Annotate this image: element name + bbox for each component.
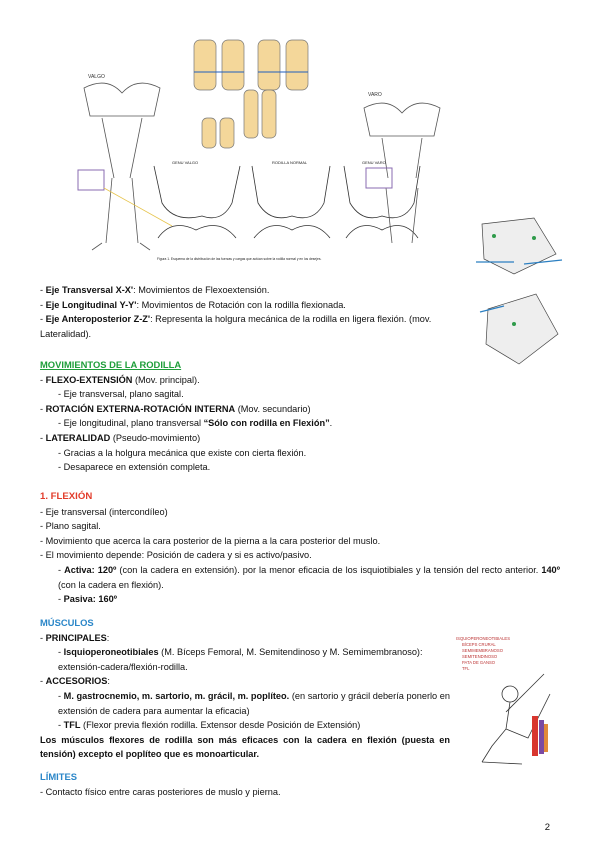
subitem-bold: M. gastrocnemio, m. sartorio, m. grácil, m. poplíteo. xyxy=(63,690,290,701)
axis-label: Eje Transversal X-X' xyxy=(45,285,134,295)
axis-desc: : Movimientos de Flexoextensión. xyxy=(133,285,270,295)
list-subitem: - Isquioperoneotibiales (M. Bíceps Femoral, M. Semitendinoso y M. Semimembranoso): extensión-cadera/flexión-rodilla. xyxy=(58,647,423,672)
activa-tail: (con la cadera en flexión). xyxy=(58,579,164,590)
list-item: - El movimiento depende: Posición de cadera y si es activo/pasivo. xyxy=(40,550,312,561)
axis-y-line: - Eje Longitudinal Y-Y': Movimientos de Rotación con la rodilla flexionada. xyxy=(40,299,346,310)
subitem-bold: Isquioperoneotibiales xyxy=(63,647,159,658)
subitem-text: (M. Bíceps Femoral, M. Semitendinoso y M. Semimembranoso): extensión-cadera/flexión-rodilla. xyxy=(58,647,423,672)
list-subitem: - TFL (Flexor previa flexión rodilla. Extensor desde Posición de Extensión) xyxy=(58,720,361,731)
legend-item: SEMIMEMBRANOSO xyxy=(462,648,503,653)
subitem-text: Gracias a la holgura mecánica que existe con cierta flexión. xyxy=(63,447,307,458)
legend-item: TFL xyxy=(462,666,470,671)
item-text: Eje transversal (intercondíleo) xyxy=(45,506,168,517)
subitem-bold: TFL xyxy=(63,720,81,731)
axis-z-line: - Eje Anteroposterior Z-Z': Representa la holgura mecánica de la rodilla en ligera flexión. (mov. Lateralidad). xyxy=(40,314,432,339)
highlighted-hamstrings xyxy=(532,716,548,756)
list-item: - Plano sagital. xyxy=(40,521,101,532)
list-subitem: - M. gastrocnemio, m. sartorio, m. grácil, m. poplíteo. (en sartorio y grácil debería ponerlo en extensión de cadera para aumentar la eficacia) xyxy=(58,690,450,716)
pasiva-label: Pasiva: 160º xyxy=(63,594,118,605)
rodilla-normal-label: RODILLA NORMAL xyxy=(272,160,308,165)
figure-caption: Figura 1. Esquema de la distribución de las fuerzas y cargas que actúan sobre la rodilla normal y en los desejes. xyxy=(157,257,322,261)
knee-comparison-diagrams xyxy=(154,166,420,238)
subitem-text: Desaparece en extensión completa. xyxy=(63,462,211,473)
list-item: - FLEXO-EXTENSIÓN (Mov. principal). xyxy=(40,374,200,385)
list-item: - ROTACIÓN EXTERNA-ROTACIÓN INTERNA (Mov. secundario) xyxy=(40,403,311,414)
valgo-label: VALGO xyxy=(88,74,105,80)
axis-desc: : Movimientos de Rotación con la rodilla flexionada. xyxy=(136,299,346,310)
list-subitem: - Eje longitudinal, plano transversal “Sólo con rodilla en Flexión”. xyxy=(58,418,333,429)
item-text: Movimiento que acerca la cara posterior de la pierna a la cara posterior del muslo. xyxy=(45,535,381,546)
activa-label: Activa: 120º xyxy=(64,564,117,575)
varo-skeleton-illustration xyxy=(364,103,440,243)
section-title: MOVIMIENTOS DE LA RODILLA xyxy=(40,359,182,370)
list-item: - ACCESORIOS: xyxy=(40,676,110,687)
item-note: (Pseudo-movimiento) xyxy=(110,432,201,443)
musculos-summary: Los músculos flexores de rodilla son más eficaces con la cadera en flexión (puesta en tensión) excepto el poplíteo que es monoarticular. xyxy=(40,734,450,760)
subitem-text: . xyxy=(329,418,333,429)
axis-label: Eje Anteroposterior Z-Z' xyxy=(45,314,151,325)
flexor-muscles-figure xyxy=(452,634,564,770)
muscle-legend xyxy=(456,636,510,671)
list-subitem: - Gracias a la holgura mecánica que existe con cierta flexión. xyxy=(58,447,307,458)
section-title: LÍMITES xyxy=(40,771,77,782)
limites-section xyxy=(40,770,460,799)
list-item: - Movimiento que acerca la cara posterior de la pierna a la cara posterior del muslo. xyxy=(40,535,381,546)
page-number: 2 xyxy=(544,822,550,833)
legend-item: SEMITENDINOSO xyxy=(462,654,498,659)
flexion-section xyxy=(40,490,560,607)
item-text: Plano sagital. xyxy=(45,521,101,532)
item-label: LATERALIDAD xyxy=(45,432,111,443)
item-text: Contacto físico entre caras posteriores de muslo y pierna. xyxy=(45,786,281,797)
valgo-skeleton-illustration xyxy=(78,83,172,250)
list-item: - PRINCIPALES: xyxy=(40,632,110,643)
list-item: - LATERALIDAD (Pseudo-movimiento) xyxy=(40,432,201,443)
axis-x-line: - Eje Transversal X-X': Movimientos de Flexoextensión. xyxy=(40,285,270,295)
item-note: (Mov. principal). xyxy=(132,374,200,385)
list-subitem: - Eje transversal, plano sagital. xyxy=(58,389,184,400)
item-label: ROTACIÓN EXTERNA-ROTACIÓN INTERNA xyxy=(45,403,236,414)
legend-item: PATA DE GANSO xyxy=(462,660,496,665)
axis-desc: : Representa la holgura mecánica de la rodilla en ligera flexión. (mov. Lateralidad). xyxy=(40,314,432,339)
subitem-bold: “Sólo con rodilla en Flexión” xyxy=(203,418,330,429)
item-label: FLEXO-EXTENSIÓN xyxy=(45,374,133,385)
list-subitem: - Desaparece en extensión completa. xyxy=(58,462,211,473)
item-label: PRINCIPALES xyxy=(45,632,107,643)
movimientos-section xyxy=(40,358,460,475)
subitem-text: Eje transversal, plano sagital. xyxy=(63,389,184,400)
genu-valgo-label: GENU VALGO xyxy=(172,160,199,165)
activa-text: (con la cadera en extensión). por la menor eficacia de los isquiotibiales y la tensión del recto anterior. xyxy=(116,564,542,575)
legend-item: BÍCEPS CRURAL xyxy=(462,642,496,647)
section-title: MÚSCULOS xyxy=(40,617,94,628)
knee-alignment-figure xyxy=(62,38,452,270)
list-item: - Contacto físico entre caras posteriores de muslo y pierna. xyxy=(40,786,281,797)
leg-axis-diagrams xyxy=(194,40,308,148)
knee-muscle-figure xyxy=(474,214,564,380)
subitem-text: (Flexor previa flexión rodilla. Extensor desde Posición de Extensión) xyxy=(80,720,361,731)
axis-label: Eje Longitudinal Y-Y' xyxy=(45,299,137,310)
item-text: El movimiento depende: Posición de cadera y si es activo/pasivo. xyxy=(45,550,312,561)
genu-varo-label: GENU VARO xyxy=(362,160,386,165)
section-title: 1. FLEXIÓN xyxy=(40,491,93,502)
activa-140: 140º xyxy=(541,564,561,575)
subitem-text: Eje longitudinal, plano transversal xyxy=(63,418,204,429)
list-item: - Eje transversal (intercondíleo) xyxy=(40,506,168,517)
item-note: (Mov. secundario) xyxy=(235,403,311,414)
subitem-text: (en sartorio y grácil debería ponerlo en extensión de cadera para aumentar la eficacia) xyxy=(58,690,450,716)
item-label: ACCESORIOS xyxy=(45,676,108,687)
pasiva-item: - Pasiva: 160º xyxy=(58,594,118,605)
varo-label: VARO xyxy=(368,92,382,98)
legend-item: ISQUIOPERONEOTIBIALES xyxy=(456,636,510,641)
musculos-section xyxy=(40,616,450,762)
axes-section xyxy=(40,283,450,341)
activa-item: - Activa: 120º (con la cadera en extensión). por la menor eficacia de los isquiotibiales y la tensión del recto anterior. 140º (con la cadera en flexión). xyxy=(58,564,561,590)
